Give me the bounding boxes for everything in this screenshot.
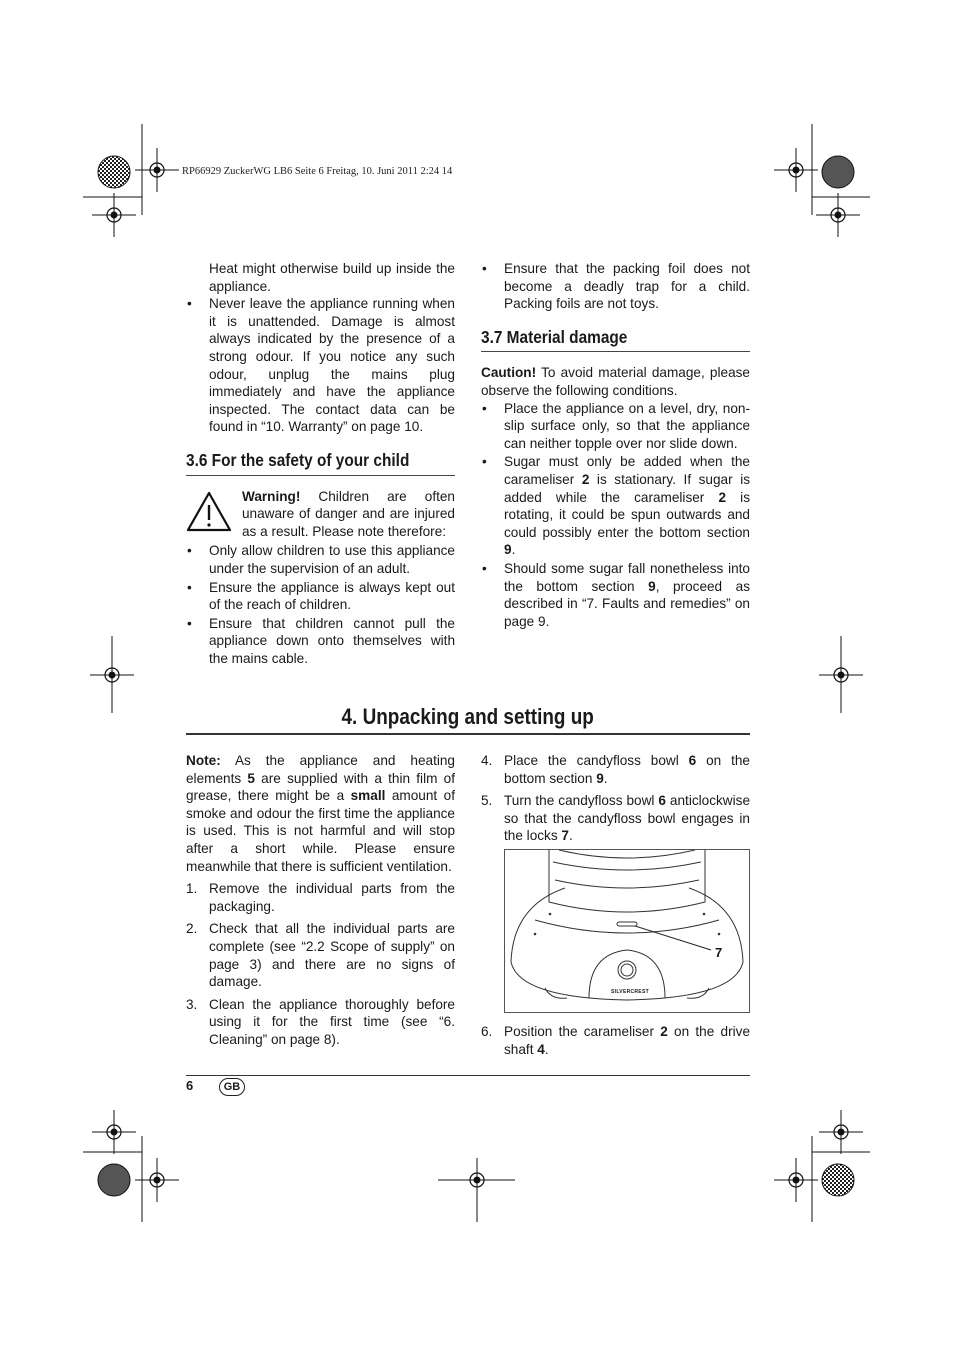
list-item: 5. Turn the candyfloss bowl 6 anticlockwise so that the candyfloss bowl engages in the locks 7. <box>481 793 750 844</box>
list-item: • Ensure that children cannot pull the appliance down onto themselves with the mains cable. <box>187 615 455 666</box>
list-item: 2. Check that all the individual parts are complete (see “2.2 Scope of supply” on page 3) and there are no signs of damage. <box>186 921 455 990</box>
section-heading-3-7: 3.7 Material damage <box>481 329 750 353</box>
list-item: • Place the appliance on a level, dry, non-slip surface only, so that the appliance can neither topple over nor slide down. <box>482 400 750 451</box>
setup-steps-list <box>186 880 455 1048</box>
chapter-title: 4. Unpacking and setting up <box>186 704 750 735</box>
section-heading-3-6: 3.6 For the safety of your child <box>186 452 455 476</box>
safety-bullet-list <box>186 295 455 436</box>
appliance-illustration <box>504 849 750 1013</box>
warning-label: Warning! <box>242 488 301 504</box>
list-item: 4. Place the candyfloss bowl 6 on the bottom section 9. <box>481 753 750 786</box>
column-left-bottom <box>186 752 455 1050</box>
list-item: • Only allow children to use this appliance under the supervision of an adult. <box>187 543 455 576</box>
note-label: Note: <box>186 753 221 768</box>
bullet-icon: • <box>187 296 192 312</box>
page-number: 6 <box>186 1078 194 1093</box>
brand-logo: SILVERCREST <box>611 988 649 995</box>
bullet-icon: • <box>187 579 192 595</box>
print-slug-header: RP66929 ZuckerWG LB6 Seite 6 Freitag, 10. Juni 2011 2:24 14 <box>182 166 453 177</box>
column-right-top <box>481 260 750 631</box>
bullet-icon: • <box>482 261 487 276</box>
language-badge: GB <box>219 1078 245 1096</box>
caution-label: Caution! <box>481 365 537 381</box>
list-item: • Sugar must only be added when the carameliser 2 is stationary. If sugar is added while the carameliser 2 is rotating, it could be spun outwards and could possibly enter the bottom section 9. <box>482 454 751 558</box>
bullet-icon: • <box>187 615 192 631</box>
bullet-icon: • <box>482 454 487 470</box>
list-item: • Never leave the appliance running when it is unattended. Damage is almost always indicated by the presence of a strong odour. If you notice any such odour, unplug the mains plug immediately and have the appliance inspected. The contact data can be found in “10. Warranty” on page 10. <box>187 296 455 435</box>
caution-paragraph: Caution! To avoid material damage, please observe the following conditions. <box>481 365 750 398</box>
list-item: • Ensure the appliance is always kept out of the reach of children. <box>187 579 455 613</box>
note-paragraph: Note: As the appliance and heating elements 5 are supplied with a thin film of grease, there might be a small amount of smoke and odour the first time the appliance is used. This is not harmful and will stop after a short while. Please ensure meanwhile that there is sufficient ventilation. <box>186 753 455 874</box>
material-damage-list <box>481 400 750 631</box>
column-right-bottom <box>481 752 750 1059</box>
footer-rule <box>186 1075 750 1076</box>
column-left-top <box>186 260 455 668</box>
list-item: 3. Clean the appliance thoroughly before using it for the first time (see “6. Cleaning” on page 8). <box>186 996 455 1047</box>
list-item: 1. Remove the individual parts from the packaging. <box>186 881 455 914</box>
figure-callout-number: 7 <box>715 944 723 960</box>
bullet-icon: • <box>482 400 487 416</box>
warning-block: Warning! Children are often unaware of danger and are injured as a result. Please note therefore: <box>186 488 455 541</box>
warning-triangle-icon <box>186 490 232 532</box>
list-item: 6. Position the carameliser 2 on the drive shaft 4. <box>481 1023 750 1057</box>
continued-paragraph: Heat might otherwise build up inside the appliance. <box>209 261 455 294</box>
bullet-icon: • <box>187 543 192 559</box>
child-safety-list <box>186 542 455 667</box>
setup-steps-list-continued <box>481 752 750 845</box>
bullet-icon: • <box>482 560 487 576</box>
list-item: • Ensure that the packing foil does not become a deadly trap for a child. Packing foils are not toys. <box>482 261 750 312</box>
list-item: • Should some sugar fall nonetheless into the bottom section 9, proceed as described in “7. Faults and remedies” on page 9. <box>482 560 751 629</box>
